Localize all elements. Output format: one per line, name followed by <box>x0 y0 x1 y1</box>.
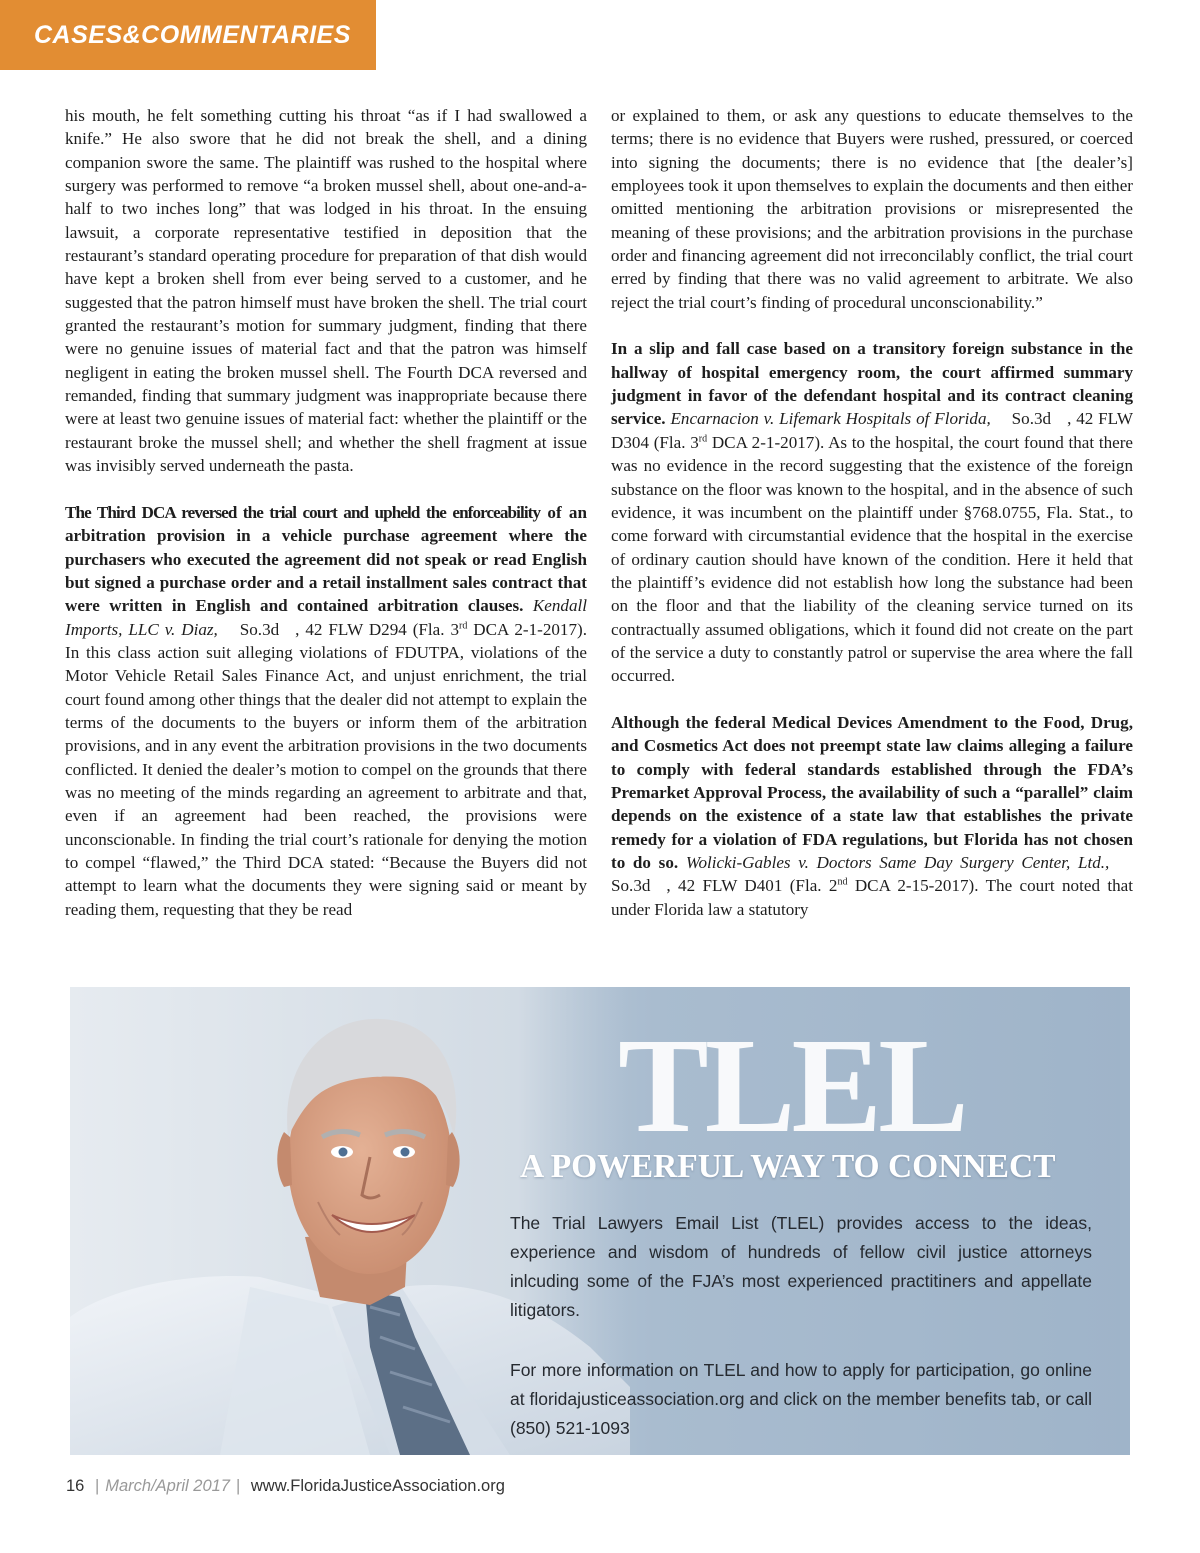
case-summary-kendall <box>65 501 587 921</box>
ad-description: The Trial Lawyers Email List (TLEL) provides access to the ideas, experience and wisdom of hundreds of fellow civil justice attorneys inlcuding some of the FJA’s most experienced practitiners and appellate litigators. <box>510 1213 1092 1320</box>
case-summary-wolicki <box>611 711 1133 921</box>
section-header-tab <box>0 0 376 70</box>
case-body: DCA 2-1-2017). As to the hospital, the court found that there was no evidence in the record suggesting that the existence of the foreign substance on the floor was known to the hospital, and in the absence of such evidence, it was incumbent on the plaintiff under §768.0755, Fla. Stat., to come forward with circumstantial evidence that the hospital in the exercise of ordinary caution should have known of the condition. Here it held that the plaintiff’s evidence did not establish how long the substance had been on the floor and that the liability of the cleaning service turned on its contractually assumed obligations, which it found did not create on the part of the service a duty to constantly patrol or supervise the area where the fall occurred. <box>611 432 1133 686</box>
citation: , 42 FLW D401 (Fla. 2 <box>666 876 838 896</box>
ordinal-suffix: nd <box>837 876 848 888</box>
case-name: Encarnacion v. Lifemark Hospitals of Florida, <box>670 409 991 429</box>
ordinal-suffix: rd <box>698 433 708 445</box>
website-link[interactable]: www.FloridaJusticeAssociation.org <box>250 1477 505 1495</box>
ad-contact-info: For more information on TLEL and how to apply for participation, go online at floridajusticeassociation.org and click on the member benefits tab, or call (850) 521-1093 <box>510 1360 1092 1438</box>
case-body: DCA 2-1-2017). In this class action suit alleging violations of FDUTPA, violations of the Motor Vehicle Retail Sales Finance Act, and unjust enrichment, the trial court found among other things that the dealer did not attempt to explain the terms of the documents to the buyers or inform them of the arbitration provisions, and in any event the arbitration provisions in the two documents conflicted. It denied the dealer’s motion to compel on the grounds that there was no meeting of the minds regarding an agreement to arbitrate and that, even if an agreement had been reached, the provisions were unconscionable. In finding the trial court’s rationale for denying the motion to compel “flawed,” the Third DCA stated: “Because the Buyers did not attempt to learn what the documents they were signing said or meant by reading them, requesting that they be read <box>65 619 587 919</box>
ad-title: TLEL <box>618 1011 965 1161</box>
case-headline: In a slip and fall case based on a transitory foreign substance in the hallway of hospital emergency room, the court affirmed summary judgment in favor of the defendant hospital and its contract cleaning service. <box>611 339 1133 429</box>
case-body: DCA 2-15-2017). The court noted that under Florida law a statutory <box>611 876 1133 919</box>
case-headline: of an arbitration provision in a vehicle purchase agreement where the purchasers who executed the agreement did not speak or read English but signed a purchase order and a retail installment sales contract that were written in English and contained arbitration clauses. <box>65 502 587 616</box>
case-summary-encarnacion <box>611 337 1133 687</box>
page-number: 16 <box>66 1477 85 1495</box>
article-paragraph: or explained to them, or ask any questions to educate themselves to the terms; there is no evidence that Buyers were rushed, pressured, or coerced into signing the documents; there is no evidence that [the dealer’s] employees took it upon themselves to explain the documents and then either omitted mentioning the arbitration provisions or misrepresented the meaning of these provisions; and the arbitration provisions in the purchase order and financing agreement did not irreconcilably conflict, the trial court erred by finding that there was no valid agreement to arbitrate. We also reject the trial court’s finding of procedural unconscionability.” <box>611 106 1133 312</box>
page-footer <box>66 1475 505 1497</box>
ordinal-suffix: rd <box>459 619 468 631</box>
citation-reporter: So.3d <box>611 876 651 896</box>
case-headline-first-line: The Third DCA reversed the trial court and upheld the enforceability <box>65 502 541 522</box>
footer-separator: | <box>235 1477 241 1495</box>
case-name: Wolicki-Gables v. Doctors Same Day Surgery Center, Ltd., <box>685 853 1110 872</box>
case-headline: Although the federal Medical Devices Amendment to the Food, Drug, and Cosmetics Act does not preempt state law claims alleging a failure to comply with federal standards established through the FDA’s Premarket Approval Process, the availability of such a “parallel” claim depends on the existence of a state law that establishes the private remedy for a violation of FDA regulations, but Florida has not chosen to do so. <box>611 712 1133 872</box>
right-column <box>611 104 1133 921</box>
ad-tagline: A POWERFUL WAY TO CONNECT <box>520 1148 1056 1185</box>
footer-separator: | <box>94 1477 100 1495</box>
article-paragraph: his mouth, he felt something cutting his throat “as if I had swallowed a knife.” He also swore that he did not break the shell, and a dining companion swore the same. The plaintiff was rushed to the hospital where surgery was performed to remove “a broken mussel shell, about one-and-a-half to two inches long” that was lodged in his throat. In the ensuing lawsuit, a corporate representative testified in deposition that the restaurant’s standard operating procedure for preparation of that dish would have kept a broken shell from ever being served to a customer, and he suggested that the patron himself must have broken the shell. The trial court granted the restaurant’s motion for summary judgment, finding that there were no genuine issues of material fact and that the patron was himself negligent in eating the broken mussel shell. The Fourth DCA reversed and remanded, finding that summary judgment was inappropriate because there were at least two genuine issues of material fact: whether the plaintiff or the restaurant broke the mussel shell; and whether the shell fragment at issue was invisibly served underneath the pasta. <box>65 106 587 476</box>
section-label: CASES&COMMENTARIES <box>34 21 351 49</box>
left-column <box>65 104 587 921</box>
citation-reporter: So.3d <box>239 619 280 639</box>
tlel-advertisement <box>70 987 1130 1455</box>
issue-date: March/April 2017 <box>105 1477 230 1495</box>
citation: , 42 FLW D294 (Fla. 3 <box>295 619 460 639</box>
citation-reporter: So.3d <box>1011 409 1052 429</box>
case-name: Kendall Imports, LLC v. Diaz, <box>65 596 587 639</box>
citation: , 42 FLW D304 (Fla. 3 <box>611 409 1133 452</box>
